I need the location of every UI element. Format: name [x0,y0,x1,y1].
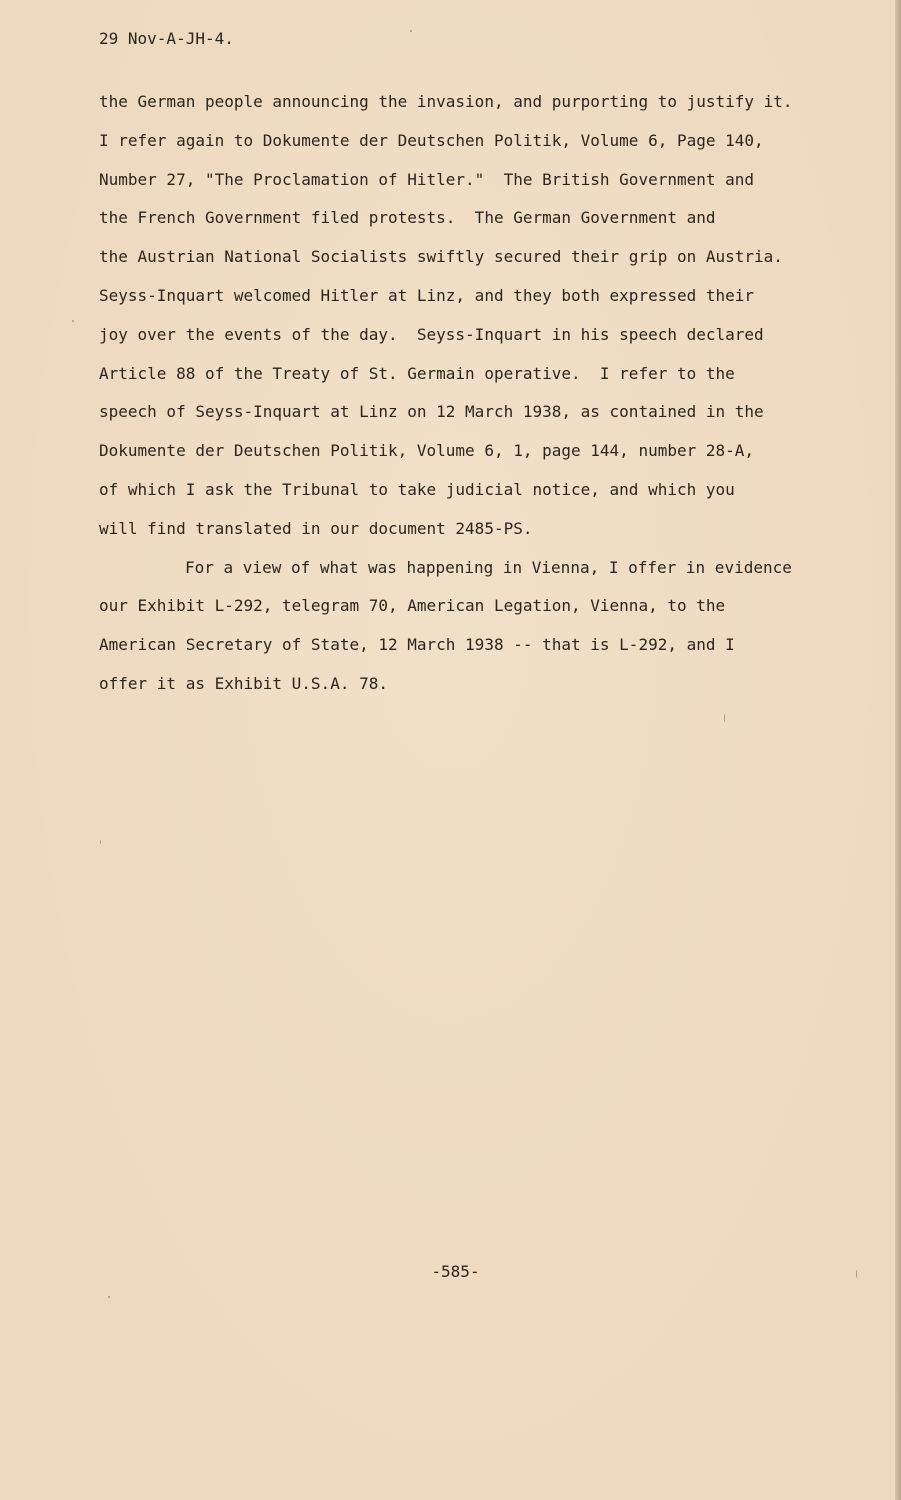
page-number: -585- [431,1262,480,1281]
paper-speck [856,1270,857,1278]
paper-speck [72,320,74,322]
paper-speck [108,1296,110,1298]
paragraph-first-line: For a view of what was happening in Vienna, I offer in evidence [185,557,792,577]
body-line: Seyss-Inquart welcomed Hitler at Linz, and they both expressed their [99,285,755,305]
body-line: offer it as Exhibit U.S.A. 78. [99,673,388,693]
body-line: speech of Seyss-Inquart at Linz on 12 March 1938, as contained in the [99,402,764,422]
document-body [99,83,819,704]
body-line: the French Government filed protests. The German Government and [99,208,716,228]
body-line: Article 88 of the Treaty of St. Germain operative. I refer to the [99,363,735,383]
body-line: will find translated in our document 2485-PS. [99,518,533,538]
body-line: of which I ask the Tribunal to take judicial notice, and which you [99,479,735,499]
body-line: joy over the events of the day. Seyss-Inquart in his speech declared [99,324,764,344]
body-line: Number 27, "The Proclamation of Hitler." The British Government and [99,169,755,189]
paper-speck [410,30,412,32]
body-line: Dokumente der Deutschen Politik, Volume 6, 1, page 144, number 28-A, [99,441,755,461]
body-line: the Austrian National Socialists swiftly secured their grip on Austria. [99,247,783,267]
paper-speck [724,714,725,722]
body-line: our Exhibit L-292, telegram 70, American Legation, Vienna, to the [99,596,726,616]
body-line: American Secretary of State, 12 March 1938 -- that is L-292, and I [99,635,735,655]
body-line: I refer again to Dokumente der Deutschen Politik, Volume 6, Page 140, [99,130,764,150]
document-header: 29 Nov-A-JH-4. [99,29,234,48]
body-line: the German people announcing the invasion, and purporting to justify it. [99,92,793,111]
paper-speck [100,840,101,844]
